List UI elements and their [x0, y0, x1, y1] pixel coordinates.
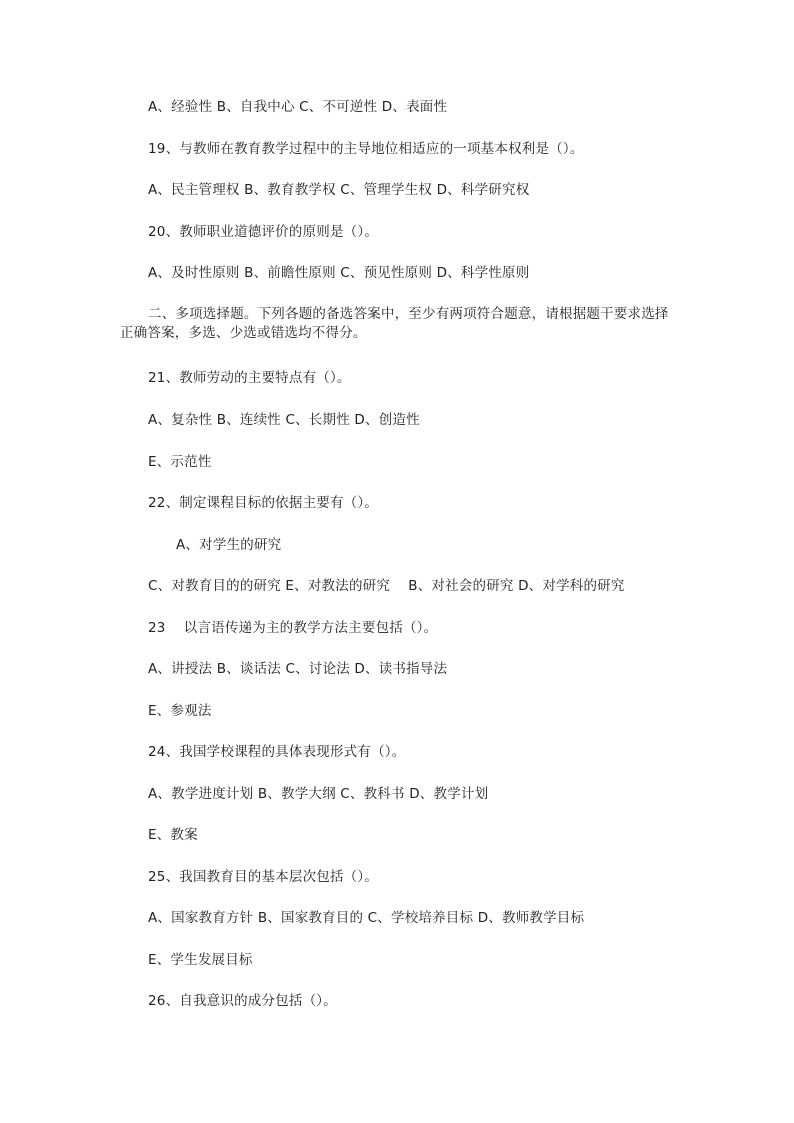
answer-options-24: A、教学进度计划 B、教学大纲 C、教科书 D、教学计划 [148, 786, 489, 802]
answer-options-25: A、国家教育方针 B、国家教育目的 C、学校培养目标 D、教师教学目标 [148, 910, 585, 926]
answer-option-24-e: E、教案 [148, 827, 198, 843]
answer-options-18: A、经验性 B、自我中心 C、不可逆性 D、表面性 [148, 99, 448, 115]
answer-option-25-e: E、学生发展目标 [148, 952, 253, 968]
question-23: 23 以言语传递为主的教学方法主要包括（）。 [148, 620, 438, 636]
answer-options-19: A、民主管理权 B、教育教学权 C、管理学生权 D、科学研究权 [148, 182, 530, 198]
answer-options-23: A、讲授法 B、谈话法 C、讨论法 D、读书指导法 [148, 661, 448, 677]
question-21: 21、教师劳动的主要特点有（）。 [148, 370, 351, 386]
question-26: 26、自我意识的成分包括（）。 [148, 993, 337, 1009]
answer-options-21: A、复杂性 B、连续性 C、长期性 D、创造性 [148, 412, 420, 428]
answer-option-22-a: A、对学生的研究 [176, 537, 282, 553]
question-19: 19、与教师在教育教学过程中的主导地位相适应的一项基本权利是（）。 [148, 141, 584, 157]
answer-option-23-e: E、参观法 [148, 703, 212, 719]
question-20: 20、教师职业道德评价的原则是（）。 [148, 224, 379, 240]
question-22: 22、制定课程目标的依据主要有（）。 [148, 495, 379, 511]
answer-option-21-e: E、示范性 [148, 454, 212, 470]
answer-options-20: A、及时性原则 B、前瞻性原则 C、预见性原则 D、科学性原则 [148, 265, 530, 281]
question-25: 25、我国教育目的基本层次包括（）。 [148, 869, 379, 885]
answer-options-22: C、对教育目的的研究 E、对教法的研究 B、对社会的研究 D、对学科的研究 [148, 578, 625, 594]
section-heading-multiple-choice: 二、多项选择题。下列各题的备选答案中，至少有两项符合题意，请根据题干要求选择正确答案，多选、少选或错选均不得分。 [120, 306, 669, 341]
question-24: 24、我国学校课程的具体表现形式有（）。 [148, 744, 406, 760]
